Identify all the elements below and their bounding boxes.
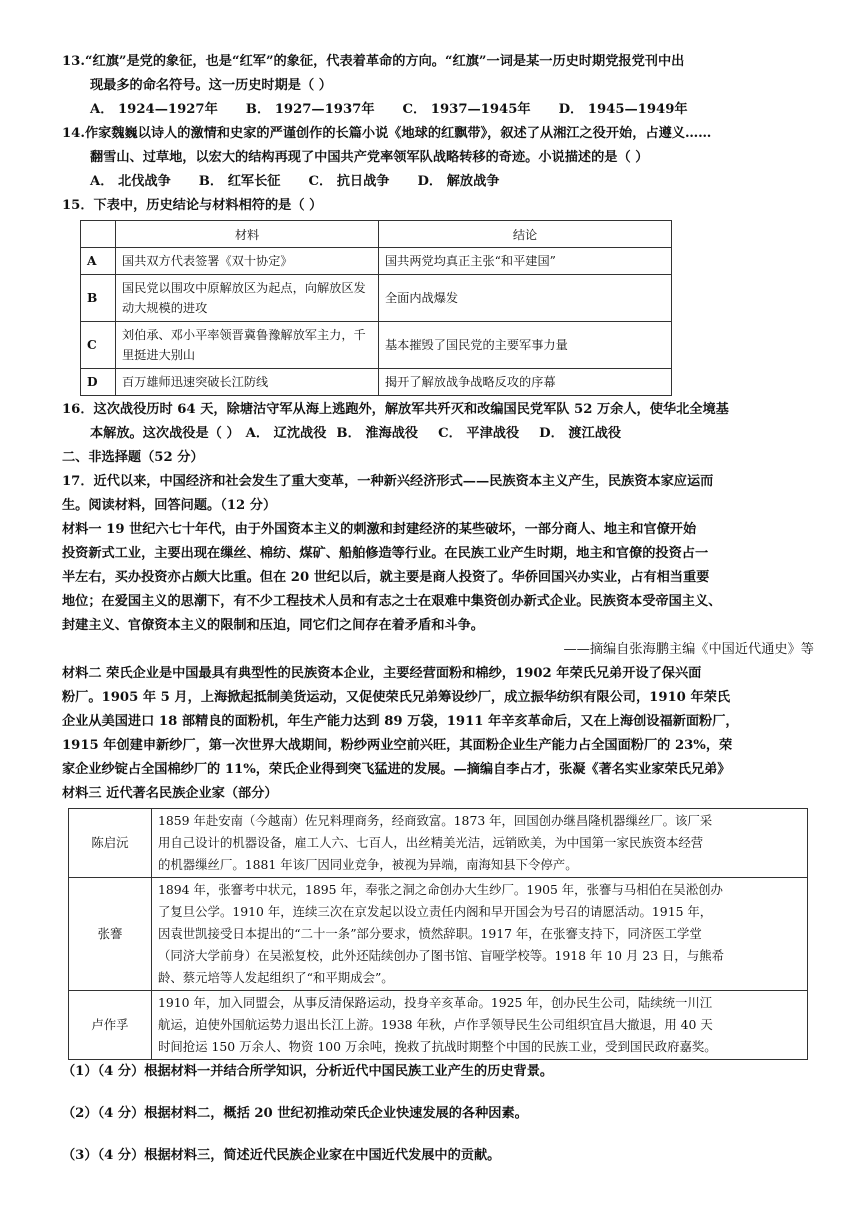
- q15-row-material: 国民党以围攻中原解放区为起点，向解放区发动大规模的进攻: [116, 275, 379, 322]
- q14-stem-line2: 翻雪山、过草地，以宏大的结构再现了中国共产党率领军队战略转移的奇迹。小说描述的是（ ）: [90, 150, 649, 165]
- question-13: [62, 50, 814, 122]
- bio-line: 用自己设计的机器设备，雇工人六、七百人，出丝精美光洁，远销欧美，为中国第一家民族资本经营: [158, 835, 704, 850]
- q15-header-empty: [81, 221, 116, 248]
- entrepreneur-bio: [152, 809, 808, 878]
- q15-row-material: 国共双方代表签署《双十协定》: [116, 248, 379, 275]
- q15-row-conclusion: 揭开了解放战争战略反攻的序幕: [379, 369, 672, 396]
- table-row: [69, 878, 808, 991]
- q14-options: [62, 170, 814, 194]
- q13-option-d[interactable]: D． 1945—1949年: [558, 102, 688, 117]
- bio-line: 了复旦公学。1910 年，连续三次在京发起以设立责任内阁和早开国会为号召的请愿活动。1915 年，: [158, 904, 713, 919]
- table-row[interactable]: [81, 275, 672, 322]
- material-1-source: ——摘编自张海鹏主编《中国近代通史》等: [563, 642, 814, 657]
- material-2-line: 粉厂。1905 年 5 月，上海掀起抵制美货运动，又促使荣氏兄弟筹设纱厂，成立振华纺织有限公司，1910 年荣氏: [62, 690, 731, 705]
- q15-row-letter: B: [81, 275, 116, 322]
- material-3-title: 材料三 近代著名民族企业家（部分）: [62, 786, 278, 801]
- q14-option-d[interactable]: D． 解放战争: [417, 174, 500, 189]
- material-1: [62, 518, 814, 662]
- q15-row-material: 百万雄师迅速突破长江防线: [116, 369, 379, 396]
- q13-stem-line2: 现最多的命名符号。这一历史时期是（ ）: [90, 78, 332, 93]
- material-2-line: 家企业纱锭占全国棉纱厂的 11%，荣氏企业得到突飞猛进的发展。—摘编自李占才，张凝《著名实业家荣氏兄弟》: [62, 762, 731, 777]
- material-1-line: 投资新式工业，主要出现在缫丝、棉纺、煤矿、船舶修造等行业。在民族工业产生时期，地主和官僚的投资占一: [62, 546, 709, 561]
- material-2-line: 企业从美国进口 18 部精良的面粉机，年生产能力达到 89 万袋，1911 年辛亥革命后，又在上海创设福新面粉厂，: [62, 714, 739, 729]
- q15-row-conclusion: 全面内战爆发: [379, 275, 672, 322]
- q14-option-b[interactable]: B． 红军长征: [198, 174, 281, 189]
- bio-line: 龄、蔡元培等人发起组织了“和平期成会”。: [158, 970, 394, 985]
- q14-option-c[interactable]: C． 抗日战争: [308, 174, 390, 189]
- q15-row-letter: A: [81, 248, 116, 275]
- table-row[interactable]: [81, 322, 672, 369]
- table-row[interactable]: [81, 369, 672, 396]
- entrepreneur-name: 张謇: [69, 878, 152, 991]
- bio-line: （同济大学前身）在吴淞复校，此外还陆续创办了图书馆、盲哑学校等。1918 年 10 月 23 日，与熊希: [158, 948, 724, 963]
- material-3: [62, 782, 814, 1060]
- question-16: [62, 398, 814, 446]
- question-17: [62, 470, 814, 1168]
- q16-option-c[interactable]: C． 平津战役: [438, 426, 520, 441]
- bio-line: 时间抢运 150 万余人、物资 100 万余吨，挽救了抗战时期整个中国的民族工业，受到国民政府嘉奖。: [158, 1039, 717, 1054]
- q14-stem-line1: 14.作家魏巍以诗人的激情和史家的严谨创作的长篇小说《地球的红飘带》，叙述了从湘江之役开始，占遵义……: [62, 126, 712, 141]
- table-row: [69, 809, 808, 878]
- material-2-line: 材料二 荣氏企业是中国最具有典型性的民族资本企业，主要经营面粉和棉纱，1902 年荣氏兄弟开设了保兴面: [62, 666, 702, 681]
- bio-line: 1859 年赴安南（今越南）佐兄料理商务，经商致富。1873 年，回国创办继昌隆机器缫丝厂。该厂采: [158, 813, 713, 828]
- q13-option-a[interactable]: A． 1924—1927年: [90, 102, 218, 117]
- q13-option-b[interactable]: B． 1927—1937年: [245, 102, 375, 117]
- table-row: [69, 991, 808, 1060]
- bio-line: 因袁世凯接受日本提出的“二十一条”部分要求，愤然辞职。1917 年，在张謇支持下，同济医工学堂: [158, 926, 702, 941]
- q15-header-conclusion: 结论: [379, 221, 672, 248]
- q16-option-b[interactable]: B． 淮海战役: [336, 426, 419, 441]
- q15-table-header: [81, 221, 672, 248]
- q13-stem-line1: 13.“红旗”是党的象征，也是“红军”的象征，代表着革命的方向。“红旗”一词是某一历史时期党报党刊中出: [62, 54, 685, 69]
- exam-page: [62, 50, 814, 1168]
- bio-line: 1910 年，加入同盟会，从事反清保路运动，投身辛亥革命。1925 年，创办民生公司，陆续统一川江: [158, 995, 713, 1010]
- table-row[interactable]: [81, 248, 672, 275]
- q17-stem-line1: 17．近代以来，中国经济和社会发生了重大变革，一种新兴经济形式——民族资本主义产生，民族资本家应运而: [62, 474, 714, 489]
- q16-option-a[interactable]: A． 辽沈战役: [245, 426, 327, 441]
- q15-row-material: 刘伯承、邓小平率领晋冀鲁豫解放军主力，千里挺进大别山: [116, 322, 379, 369]
- sub-question-3: （3）（4 分）根据材料三，简述近代民族企业家在中国近代发展中的贡献。: [62, 1148, 501, 1163]
- material-1-line: 半左右，买办投资亦占颇大比重。但在 20 世纪以后，就主要是商人投资了。华侨回国兴办实业，占有相当重要: [62, 570, 710, 585]
- entrepreneur-bio: [152, 878, 808, 991]
- q17-stem-line2: 生。阅读材料，回答问题。（12 分）: [62, 498, 277, 513]
- q14-option-a[interactable]: A． 北伐战争: [90, 174, 171, 189]
- q15-row-letter: C: [81, 322, 116, 369]
- q15-row-letter: D: [81, 369, 116, 396]
- bio-line: 航运，迫使外国航运势力退出长江上游。1938 年秋，卢作孚领导民生公司组织宜昌大撤退，用 40 天: [158, 1017, 713, 1032]
- q15-table: [80, 220, 672, 396]
- material-2-line: 1915 年创建申新纱厂，第一次世界大战期间，粉纱两业空前兴旺，其面粉企业生产能力占全国面粉厂的 23%，荣: [62, 738, 733, 753]
- entrepreneur-name: 陈启沅: [69, 809, 152, 878]
- material-2: [62, 662, 814, 782]
- q15-row-conclusion: 国共两党均真正主张“和平建国”: [379, 248, 672, 275]
- sub-question-2: （2）（4 分）根据材料二，概括 20 世纪初推动荣氏企业快速发展的各种因素。: [62, 1106, 528, 1121]
- section-heading: 二、非选择题（52 分）: [62, 450, 204, 465]
- q16-stem-line1: 16．这次战役历时 64 天，除塘沽守军从海上逃跑外，解放军共歼灭和改编国民党军队 52 万余人，使华北全境基: [62, 402, 729, 417]
- q15-row-conclusion: 基本摧毁了国民党的主要军事力量: [379, 322, 672, 369]
- entrepreneur-name: 卢作孚: [69, 991, 152, 1060]
- q13-options: [62, 98, 814, 122]
- bio-line: 1894 年，张謇考中状元，1895 年，奉张之洞之命创办大生纱厂。1905 年，张謇与马相伯在吴淞创办: [158, 882, 723, 897]
- bio-line: 的机器缫丝厂。1881 年该厂因同业竞争，被视为异端，南海知县下令停产。: [158, 857, 578, 872]
- q16-stem-line2: 本解放。这次战役是（ ）: [90, 426, 240, 441]
- sub-question-1: （1）（4 分）根据材料一并结合所学知识，分析近代中国民族工业产生的历史背景。: [62, 1064, 554, 1079]
- material-1-line: 封建主义、官僚资本主义的限制和压迫，同它们之间存在着矛盾和斗争。: [62, 618, 484, 633]
- question-15: [62, 194, 814, 396]
- q16-option-d[interactable]: D． 渡江战役: [539, 426, 622, 441]
- q15-stem: 15．下表中，历史结论与材料相符的是（ ）: [62, 198, 323, 213]
- q16-line2: [62, 422, 814, 446]
- q13-option-c[interactable]: C． 1937—1945年: [402, 102, 531, 117]
- material-1-line: 地位；在爱国主义的思潮下，有不少工程技术人员和有志之士在艰难中集资创办新式企业。民族资本受帝国主义、: [62, 594, 722, 609]
- material-1-line: 材料一 19 世纪六七十年代，由于外国资本主义的刺激和封建经济的某些破坏，一部分商人、地主和官僚开始: [62, 522, 697, 537]
- entrepreneur-table: [68, 808, 808, 1060]
- entrepreneur-bio: [152, 991, 808, 1060]
- q15-header-material: 材料: [116, 221, 379, 248]
- question-14: [62, 122, 814, 194]
